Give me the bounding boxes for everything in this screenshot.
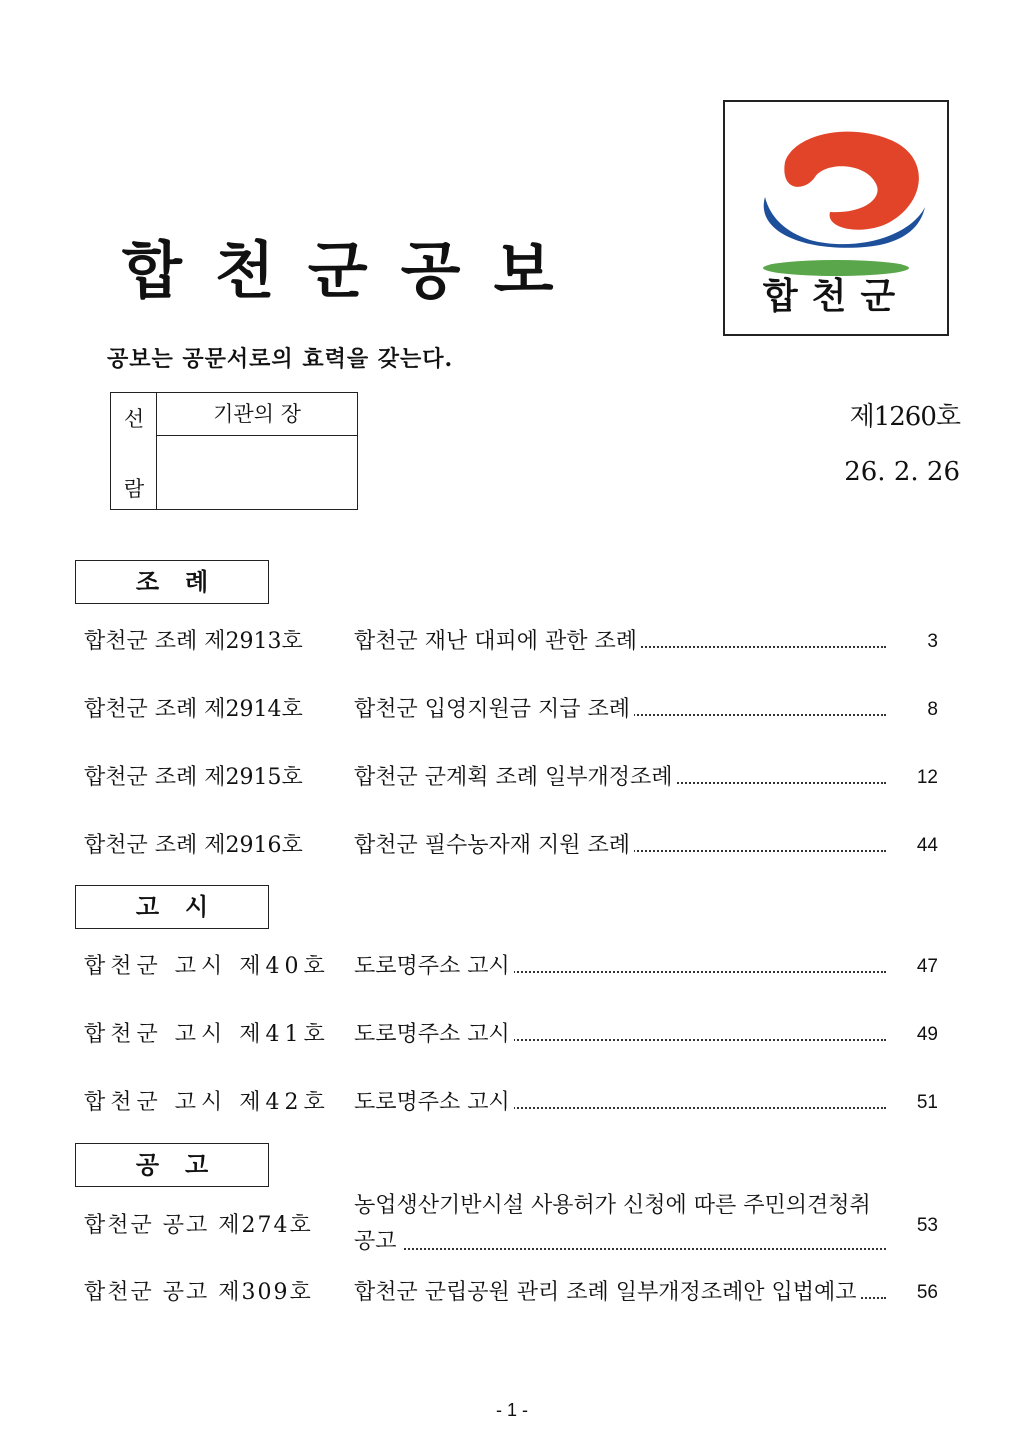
county-logo	[723, 100, 949, 336]
entry-title: 합천군 군립공원 관리 조례 일부개정조례안 입법예고	[354, 1280, 861, 1305]
issue-date: 26. 2. 26	[844, 457, 960, 487]
entry-title: 합천군 재난 대피에 관한 조례	[354, 629, 641, 654]
gazette-title: 합천군공보	[122, 234, 587, 307]
entry-page: 49	[916, 1024, 938, 1045]
toc-entry[interactable]	[84, 692, 954, 728]
approval-side-label-bottom: 람	[123, 477, 145, 501]
toc-entry[interactable]	[84, 949, 954, 985]
entry-title: 도로명주소 고시	[354, 1090, 514, 1115]
entry-number: 합천군 고시 제42호	[84, 1090, 330, 1115]
section-heading-notice: 고시	[75, 885, 269, 929]
entry-number: 합천군 조례 제2915호	[84, 765, 303, 790]
approval-box	[110, 392, 358, 510]
entry-page: 8	[927, 699, 938, 720]
section-heading-ordinance: 조례	[75, 560, 269, 604]
entry-number: 합천군 공고 제274호	[84, 1213, 313, 1238]
logo-text: 합천군	[762, 276, 910, 317]
toc-entry[interactable]	[84, 828, 954, 864]
entry-page: 44	[916, 835, 938, 856]
toc-entry[interactable]	[84, 1017, 954, 1053]
entry-page: 47	[916, 956, 938, 977]
issue-number: 제1260호	[849, 402, 960, 432]
section-heading-announcement: 공고	[75, 1143, 269, 1187]
toc-entry[interactable]	[84, 760, 954, 796]
approval-header: 기관의 장	[157, 393, 357, 436]
toc-entry[interactable]	[84, 624, 954, 660]
entry-title: 도로명주소 고시	[354, 954, 514, 979]
entry-page: 56	[916, 1282, 938, 1303]
entry-number: 합천군 고시 제41호	[84, 1022, 330, 1047]
entry-title: 도로명주소 고시	[354, 1022, 514, 1047]
toc-entry[interactable]	[84, 1275, 954, 1311]
entry-number: 합천군 고시 제40호	[84, 954, 330, 979]
entry-title: 합천군 군계획 조례 일부개정조례	[354, 765, 677, 790]
entry-page: 53	[916, 1215, 938, 1236]
entry-page: 12	[916, 767, 938, 788]
entry-number: 합천군 조례 제2916호	[84, 833, 303, 858]
entry-number: 합천군 조례 제2913호	[84, 629, 303, 654]
page-number: - 1 -	[495, 1400, 528, 1420]
entry-number: 합천군 조례 제2914호	[84, 697, 303, 722]
toc-entry[interactable]	[84, 1085, 954, 1121]
entry-number: 합천군 공고 제309호	[84, 1280, 313, 1305]
entry-page: 3	[927, 631, 938, 652]
entry-title: 합천군 입영지원금 지급 조례	[354, 697, 634, 722]
entry-title: 농업생산기반시설 사용허가 신청에 따른 주민의견청취 공고	[354, 1193, 871, 1254]
entry-title: 합천군 필수농자재 지원 조례	[354, 833, 634, 858]
entry-page: 51	[916, 1092, 938, 1113]
toc-entry[interactable]	[84, 1188, 954, 1264]
approval-side-label-top: 선	[123, 407, 145, 431]
gazette-subtitle: 공보는 공문서로의 효력을 갖는다.	[107, 346, 454, 372]
